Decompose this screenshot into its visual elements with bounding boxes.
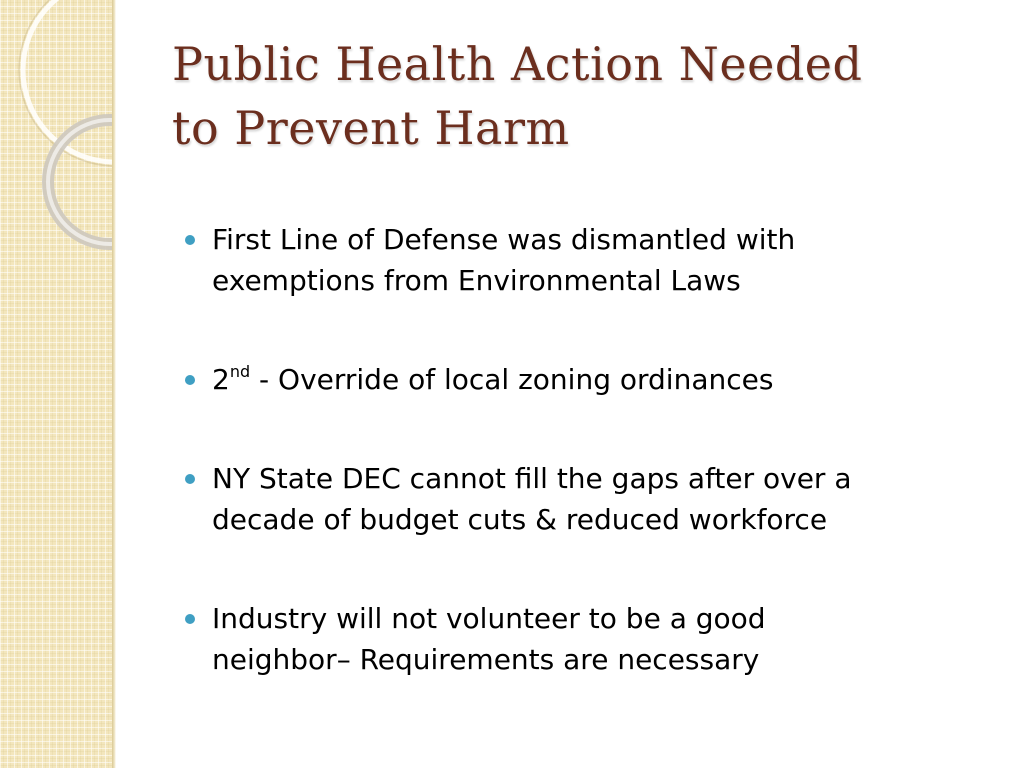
bullet-text-line-1: First Line of Defense was dismantled with <box>212 223 796 256</box>
small-ring <box>48 120 112 244</box>
bullet-text-line-1: NY State DEC cannot fill the gaps after over a <box>212 462 852 495</box>
slide-title-line-2: to Prevent Harm <box>172 101 570 155</box>
bullet-text-line-2: exemptions from Environmental Laws <box>212 264 741 297</box>
bullet-item-first-line-of-defense <box>185 219 955 301</box>
bullet-text: - Override of local zoning ordinances <box>250 363 774 396</box>
bullet-marker-icon <box>185 375 195 385</box>
bullet-list <box>185 219 955 738</box>
bullet-text-line-2: decade of budget cuts & reduced workforce <box>212 503 828 536</box>
decorative-rings <box>0 0 112 768</box>
bullet-text-line-1: Industry will not volunteer to be a good <box>212 602 766 635</box>
bullet-marker-icon <box>185 614 195 624</box>
slide-title-line-1: Public Health Action Needed <box>172 37 863 91</box>
bullet-marker-icon <box>185 474 195 484</box>
small-ring-highlight <box>48 120 112 244</box>
bullet-ordinal-number: 2 <box>212 363 230 396</box>
decorative-side-panel <box>0 0 112 768</box>
side-panel-edge <box>112 0 116 768</box>
slide-title <box>172 32 992 160</box>
bullet-item-zoning-override <box>185 359 955 400</box>
bullet-text-line-2: neighbor– Requirements are necessary <box>212 643 760 676</box>
bullet-item-industry-requirements <box>185 598 955 680</box>
bullet-marker-icon <box>185 235 195 245</box>
bullet-item-dec-gaps <box>185 458 955 540</box>
bullet-ordinal-superscript: nd <box>229 362 251 381</box>
